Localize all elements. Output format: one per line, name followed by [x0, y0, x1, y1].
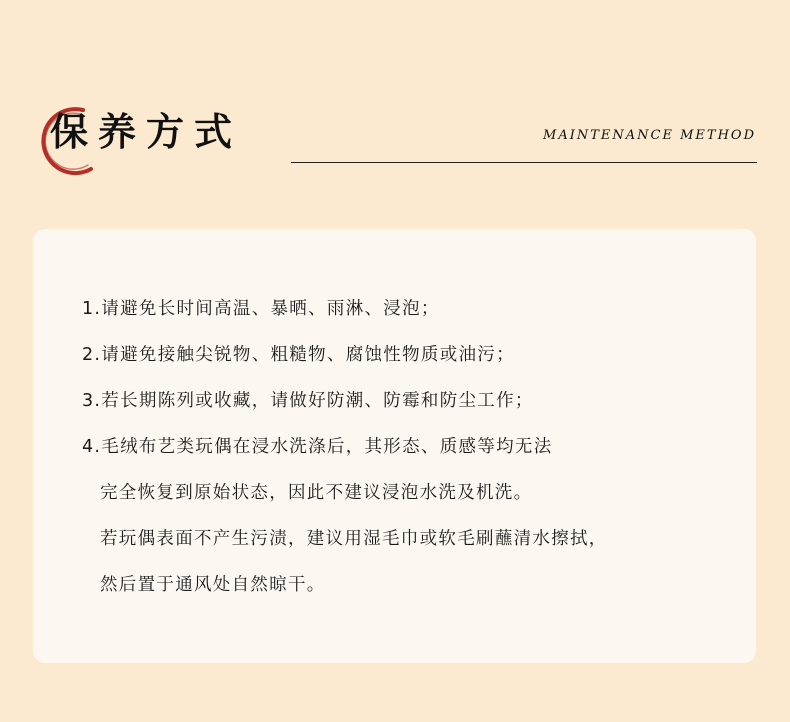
- list-item: 3.若长期陈列或收藏，请做好防潮、防霉和防尘工作；: [82, 391, 534, 411]
- list-item: 2.请避免接触尖锐物、粗糙物、腐蚀性物质或油污；: [82, 345, 515, 365]
- list-item-continuation: 然后置于通风处自然晾干。: [100, 575, 326, 595]
- section-header: [0, 0, 790, 200]
- section-title: 保养方式: [50, 109, 243, 154]
- title-divider: [291, 162, 757, 163]
- list-item: 1.请避免长时间高温、暴晒、雨淋、浸泡；: [82, 299, 440, 319]
- list-item: 4.毛绒布艺类玩偶在浸水洗涤后，其形态、质感等均无法: [82, 437, 553, 457]
- list-item-continuation: 完全恢复到原始状态，因此不建议浸泡水洗及机洗。: [100, 483, 533, 503]
- section-subtitle: MAINTENANCE METHOD: [543, 128, 756, 143]
- list-item-continuation: 若玩偶表面不产生污渍，建议用湿毛巾或软毛刷蘸清水擦拭，: [100, 529, 608, 549]
- maintenance-list: [82, 293, 742, 615]
